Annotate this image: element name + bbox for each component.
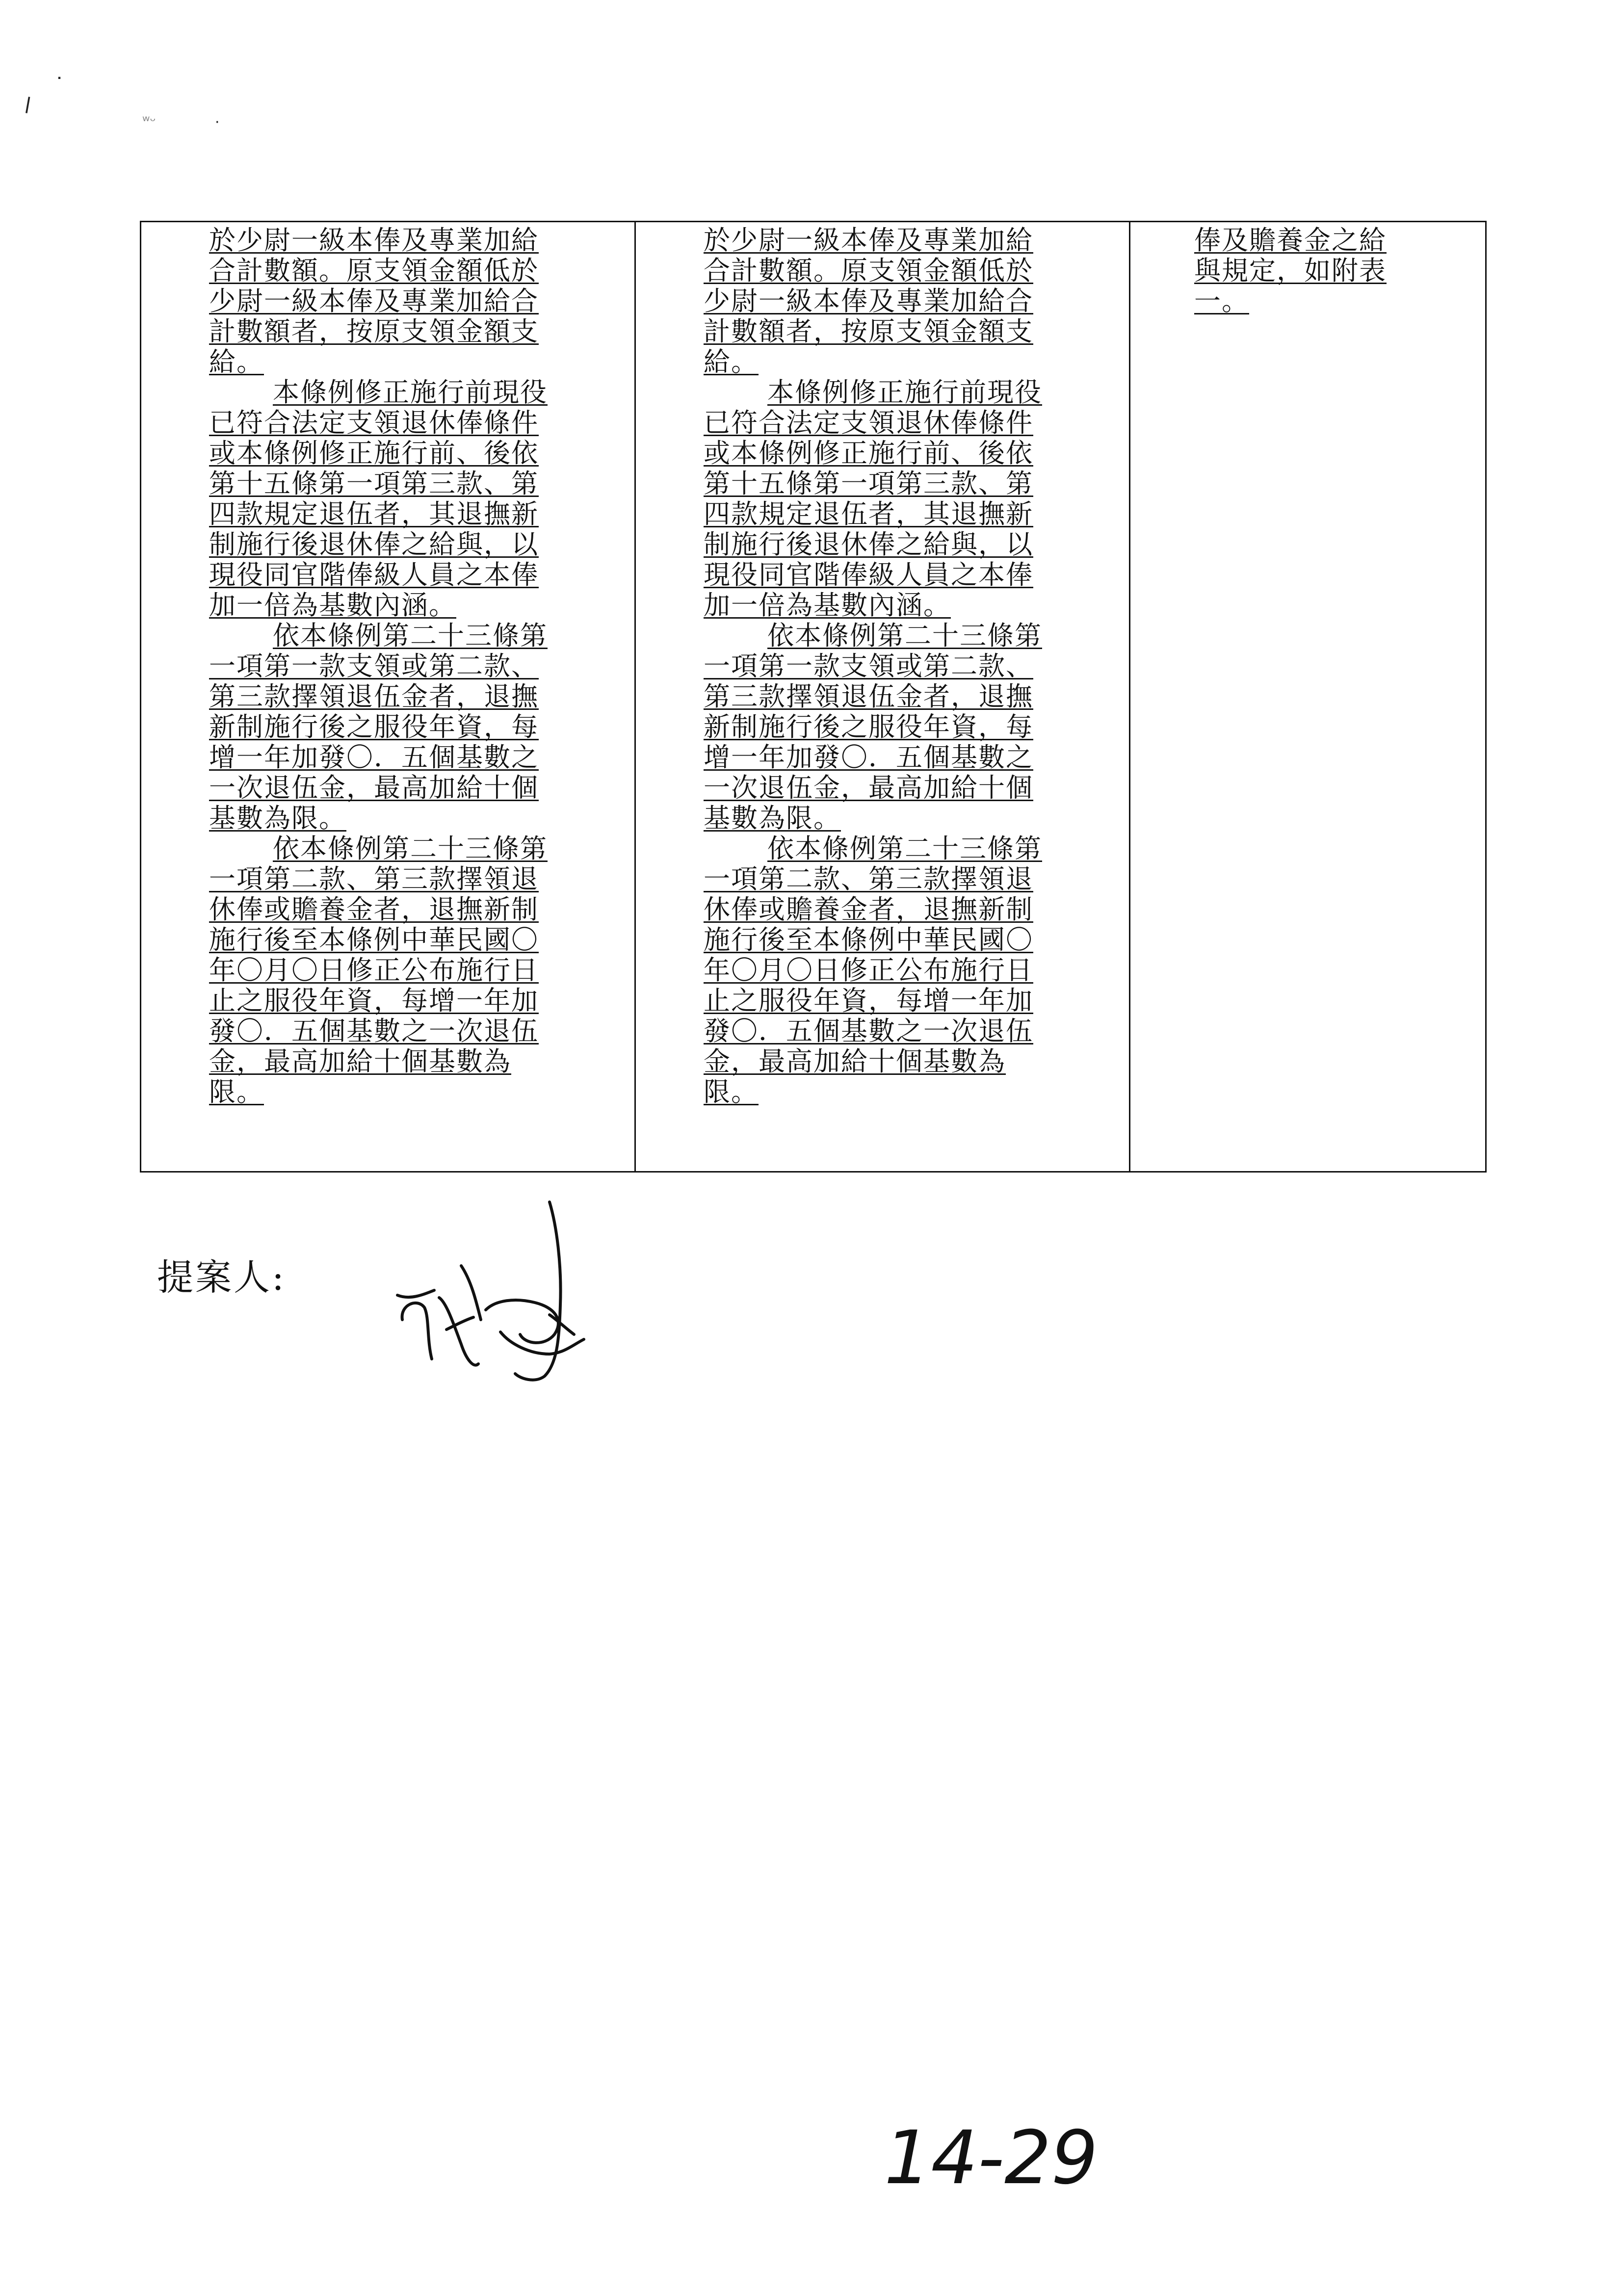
text-line: 休俸或贍養金者，退撫新制 xyxy=(209,894,539,925)
text-line: 或本條例修正施行前、後依 xyxy=(704,438,1033,469)
text-line: 已符合法定支領退休俸條件 xyxy=(209,407,539,438)
text-line: 加一倍為基數內涵。 xyxy=(704,590,951,621)
text-line: 年〇月〇日修正公布施行日 xyxy=(704,955,1033,986)
text-line: 金，最高加給十個基數為 xyxy=(209,1046,511,1077)
text-line: 已符合法定支領退休俸條件 xyxy=(704,407,1033,438)
explanation-text xyxy=(1194,225,1430,316)
table-row xyxy=(141,222,1486,1172)
text-line: 合計數額。原支領金額低於 xyxy=(209,255,539,286)
text-line: 新制施行後之服役年資，每 xyxy=(209,711,539,742)
text-line: 休俸或贍養金者，退撫新制 xyxy=(704,894,1033,925)
text-line: 止之服役年資，每增一年加 xyxy=(704,985,1033,1016)
text-line: 第三款擇領退伍金者，退撫 xyxy=(209,681,539,712)
text-line: 一項第二款、第三款擇領退 xyxy=(704,863,1033,894)
explanation-cell xyxy=(1130,222,1486,1172)
text-line: 給。 xyxy=(209,346,264,377)
text-line: 本條例修正施行前現役 xyxy=(273,377,548,408)
page-number: 14-29 xyxy=(884,2115,1098,2201)
amendment-table xyxy=(140,221,1487,1173)
scan-mark: ʷᵕ xyxy=(142,113,156,130)
text-line: 限。 xyxy=(704,1076,759,1107)
text-line: 增一年加發〇．五個基數之 xyxy=(209,742,539,773)
text-line: 四款規定退伍者，其退撫新 xyxy=(209,498,539,529)
text-line: 制施行後退休俸之給與，以 xyxy=(704,529,1033,560)
text-line: 四款規定退伍者，其退撫新 xyxy=(704,498,1033,529)
text-line: 止之服役年資，每增一年加 xyxy=(209,985,539,1016)
text-line: 於少尉一級本俸及專業加給 xyxy=(209,225,539,256)
text-line: 依本條例第二十三條第 xyxy=(767,833,1042,864)
text-line: 合計數額。原支領金額低於 xyxy=(704,255,1033,286)
text-line: 一次退伍金，最高加給十個 xyxy=(704,772,1033,803)
text-line: 發〇．五個基數之一次退伍 xyxy=(209,1016,539,1046)
text-line: 基數為限。 xyxy=(209,803,346,834)
text-line: 於少尉一級本俸及專業加給 xyxy=(704,225,1033,256)
text-line: 依本條例第二十三條第 xyxy=(273,620,548,651)
text-line: 基數為限。 xyxy=(704,803,841,834)
scan-mark: ˙ xyxy=(54,74,65,99)
proposer-label: 提案人: xyxy=(157,1256,286,1299)
text-line: 增一年加發〇．五個基數之 xyxy=(704,742,1033,773)
text-line: 第十五條第一項第三款、第 xyxy=(704,468,1033,499)
text-line: 第三款擇領退伍金者，退撫 xyxy=(704,681,1033,712)
text-line: 加一倍為基數內涵。 xyxy=(209,590,456,621)
current-text xyxy=(704,225,1096,1107)
text-line: 給。 xyxy=(704,346,759,377)
text-line: 一項第二款、第三款擇領退 xyxy=(209,863,539,894)
text-line: 施行後至本條例中華民國〇 xyxy=(704,924,1033,955)
proposer-signature xyxy=(388,1197,662,1413)
scan-mark: ⸝ xyxy=(4,77,42,120)
current-text-cell xyxy=(635,222,1130,1172)
text-line: 少尉一級本俸及專業加給合 xyxy=(209,286,539,316)
text-line: 與規定，如附表 xyxy=(1194,255,1387,286)
proposed-text-cell xyxy=(141,222,635,1172)
text-line: 發〇．五個基數之一次退伍 xyxy=(704,1016,1033,1046)
text-line: 一。 xyxy=(1194,286,1249,316)
text-line: 第十五條第一項第三款、第 xyxy=(209,468,539,499)
text-line: 一項第一款支領或第二款、 xyxy=(704,651,1033,681)
text-line: 本條例修正施行前現役 xyxy=(767,377,1042,408)
text-line: 現役同官階俸級人員之本俸 xyxy=(209,559,539,590)
text-line: 計數額者，按原支領金額支 xyxy=(704,316,1033,347)
text-line: 金，最高加給十個基數為 xyxy=(704,1046,1006,1077)
text-line: 制施行後退休俸之給與，以 xyxy=(209,529,539,560)
proposed-text xyxy=(209,225,602,1107)
scan-mark: · xyxy=(215,114,220,131)
text-line: 少尉一級本俸及專業加給合 xyxy=(704,286,1033,316)
page-number-handwritten xyxy=(854,2110,1128,2267)
text-line: 俸及贍養金之給 xyxy=(1194,225,1387,256)
text-line: 依本條例第二十三條第 xyxy=(767,620,1042,651)
text-line: 限。 xyxy=(209,1076,264,1107)
text-line: 一項第一款支領或第二款、 xyxy=(209,651,539,681)
text-line: 或本條例修正施行前、後依 xyxy=(209,438,539,469)
text-line: 施行後至本條例中華民國〇 xyxy=(209,924,539,955)
text-line: 計數額者，按原支領金額支 xyxy=(209,316,539,347)
text-line: 依本條例第二十三條第 xyxy=(273,833,548,864)
text-line: 年〇月〇日修正公布施行日 xyxy=(209,955,539,986)
text-line: 一次退伍金，最高加給十個 xyxy=(209,772,539,803)
text-line: 新制施行後之服役年資，每 xyxy=(704,711,1033,742)
text-line: 現役同官階俸級人員之本俸 xyxy=(704,559,1033,590)
